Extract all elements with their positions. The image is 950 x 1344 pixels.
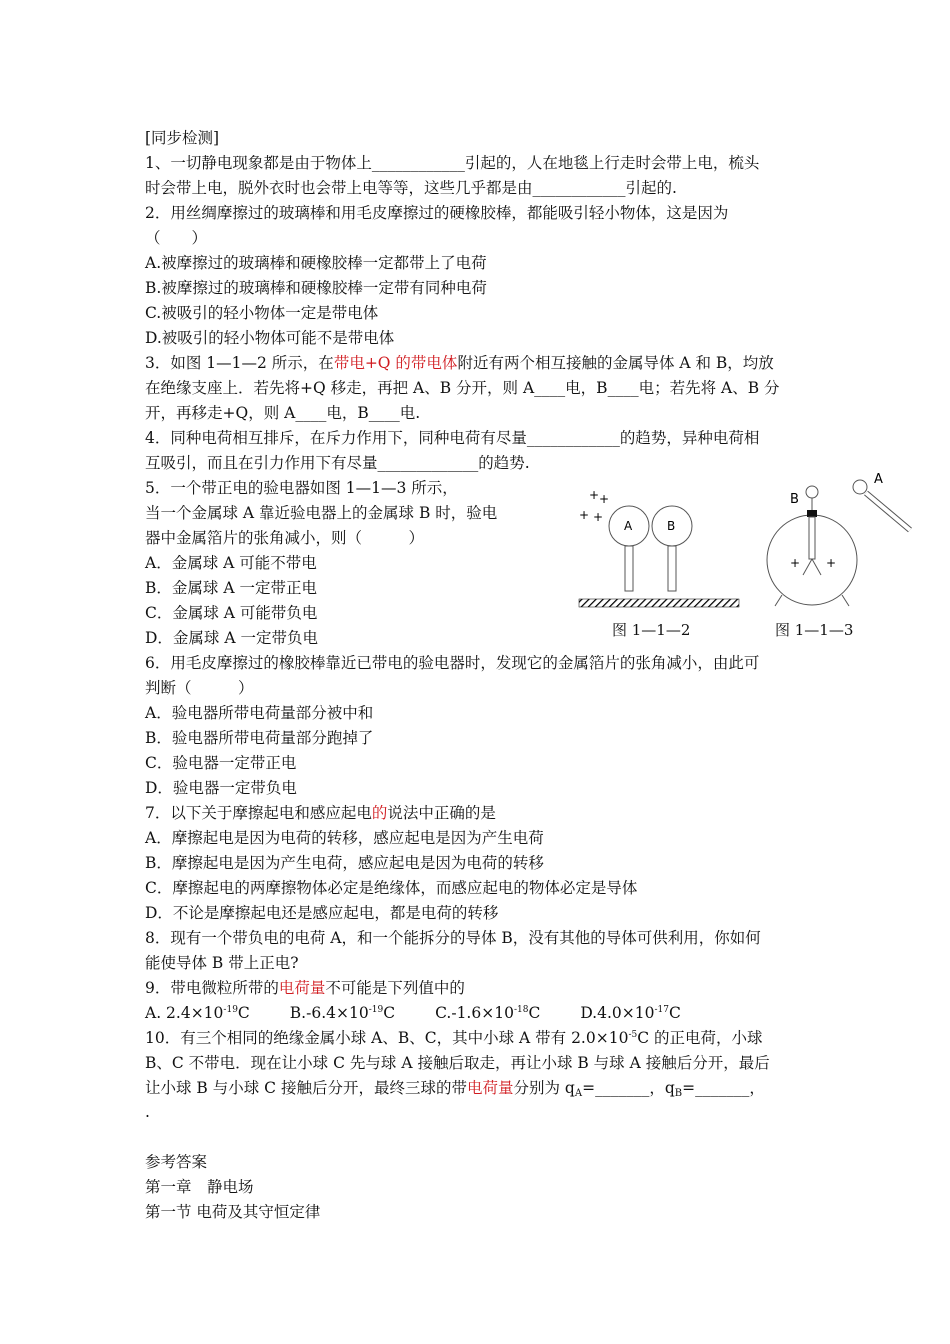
- label-a: A: [624, 519, 633, 533]
- plus-sign: +: [826, 556, 837, 570]
- q3-line3: 开，再移走+Q，则 A____电，B____电.: [145, 404, 421, 422]
- q9-highlight: 电荷量: [278, 979, 326, 997]
- answers-section: 第一节 电荷及其守恒定律: [145, 1203, 321, 1221]
- figure-1-1-3-caption: 图 1—1—3: [775, 621, 854, 639]
- leg-right: [842, 595, 849, 606]
- q6-option-b: B．验电器所带电荷量部分跑掉了: [145, 729, 374, 747]
- q7-line1: [145, 803, 496, 823]
- q10-line4: .: [145, 1103, 150, 1121]
- q3-prefix: 3．如图 1—1—2 所示，在: [145, 354, 334, 372]
- q7-option-d: D．不论是摩擦起电还是感应起电，都是电荷的转移: [145, 904, 499, 922]
- q3-highlight: 带电+Q 的带电体: [333, 354, 458, 372]
- answers-title: 参考答案: [145, 1153, 208, 1171]
- leg-left: [775, 595, 782, 606]
- q9-prefix: 9．带电微粒所带的: [145, 979, 279, 997]
- stand-a: [625, 546, 633, 591]
- q10-highlight: 电荷量: [466, 1079, 514, 1097]
- figure-1-1-2-caption: 图 1—1—2: [612, 621, 691, 639]
- q3-line1: [145, 353, 774, 373]
- plus-sign: +: [593, 510, 604, 524]
- stand-b: [668, 546, 676, 591]
- q2-option-b: B.被摩擦过的玻璃棒和硬橡胶棒一定带有同种电荷: [145, 279, 487, 297]
- answers-chapter: 第一章 静电场: [145, 1178, 254, 1196]
- plus-sign: +: [599, 492, 610, 506]
- q9-option-d: $D.4.0\times 10^{-17}C$: [580, 1004, 681, 1022]
- q9-suffix: 不可能是下列值中的: [325, 979, 465, 997]
- plus-sign: +: [589, 488, 600, 502]
- q7-option-c: C．摩擦起电的两摩擦物体必定是绝缘体，而感应起电的物体必定是导体: [145, 879, 638, 897]
- q9-line1: [145, 978, 465, 998]
- q9-options: [145, 1003, 681, 1023]
- q6-option-a: A．验电器所带电荷量部分被中和: [145, 704, 374, 722]
- q6-option-d: D．验电器一定带负电: [145, 779, 297, 797]
- q2-line1: 2．用丝绸摩擦过的玻璃棒和用毛皮摩擦过的硬橡胶棒，都能吸引轻小物体，这是因为: [145, 204, 729, 222]
- metal-rod: [809, 517, 815, 559]
- q7-highlight: 的: [371, 804, 388, 822]
- q10-line3: 让小球 B 与小球 C 接触后分开，最终三球的带电荷量分别为 $q_A=\_\_\_\_\_\_\_$，$q_B=\_\_\_\_\_\_\_$，: [145, 1079, 765, 1099]
- q4-line2: 互吸引，而且在引力作用下有尽量_____________的趋势.: [145, 454, 530, 472]
- plus-sign: +: [790, 556, 801, 570]
- q2-bracket: （ ）: [145, 229, 208, 247]
- q5-option-d: D．金属球 A 一定带负电: [145, 629, 318, 647]
- q9-option-b: $B.-6.4\times 10^{-19}C$: [289, 1004, 396, 1022]
- q1-line1: 1、一切静电现象都是由于物体上____________引起的，人在地毯上行走时会带上电，梳头: [145, 154, 760, 172]
- label-b: B: [667, 519, 676, 533]
- q5-option-a: A．金属球 A 可能不带电: [145, 554, 317, 572]
- q7-option-b: B．摩擦起电是因为产生电荷，感应起电是因为电荷的转移: [145, 854, 544, 872]
- q3-suffix: 附近有两个相互接触的金属导体 A 和 B，均放: [457, 354, 774, 372]
- q5-option-c: C．金属球 A 可能带负电: [145, 604, 318, 622]
- ground-base: [579, 599, 739, 607]
- q10-line1: 10．有三个相同的绝缘金属小球 A、B、C，其中小球 A 带有 $2.0\times 10^{-5}C$ 的正电荷，小球: [145, 1029, 763, 1047]
- q2-option-c: C.被吸引的轻小物体一定是带电体: [145, 304, 379, 322]
- q8-line1: 8．现有一个带负电的电荷 A，和一个能拆分的导体 B，没有其他的导体可供利用，你如何: [145, 929, 761, 947]
- plus-charge-cluster: [579, 488, 609, 524]
- q6-line2: 判断（ ）: [145, 679, 254, 697]
- q6-option-c: C．验电器一定带正电: [145, 754, 297, 772]
- q7-suffix: 说法中正确的是: [387, 804, 496, 822]
- q7-prefix: 7．以下关于摩擦起电和感应起电: [145, 804, 372, 822]
- q3-line2: 在绝缘支座上．若先将+Q 移走，再把 A、B 分开，则 A____电，B____电；若先将 A、B 分: [145, 379, 780, 397]
- q5-line2: 当一个金属球 A 靠近验电器上的金属球 B 时，验电: [145, 504, 498, 522]
- q5-line1: 5．一个带正电的验电器如图 1—1—3 所示，: [145, 479, 458, 497]
- q6-line1: 6．用毛皮摩擦过的橡胶棒靠近已带电的验电器时，发现它的金属箔片的张角减小，由此可: [145, 654, 760, 672]
- label-a: A: [874, 472, 883, 487]
- q5-line3: 器中金属箔片的张角减小，则（ ）: [145, 529, 425, 547]
- metal-ball-b: [806, 486, 818, 498]
- q10-line2: B、C 不带电．现在让小球 C 先与球 A 接触后取走，再让小球 B 与球 A 接触后分开，最后: [145, 1054, 770, 1072]
- section-title: [同步检测]: [145, 129, 220, 147]
- q2-option-d: D.被吸引的轻小物体可能不是带电体: [145, 329, 395, 347]
- q4-line1: 4．同种电荷相互排斥，在斥力作用下，同种电荷有尽量____________的趋势，异种电荷相: [145, 429, 760, 447]
- metal-ball-a: [853, 480, 867, 494]
- plus-sign: +: [579, 508, 590, 522]
- figure-1-1-3: [760, 465, 920, 610]
- figure-1-1-2: [575, 485, 745, 615]
- q2-option-a: A.被摩擦过的玻璃棒和硬橡胶棒一定都带上了电荷: [145, 254, 487, 272]
- q5-option-b: B．金属球 A 一定带正电: [145, 579, 317, 597]
- q1-line2: 时会带上电，脱外衣时也会带上电等等，这些几乎都是由____________引起的.: [145, 179, 677, 197]
- label-b: B: [790, 492, 799, 507]
- insulating-plug: [807, 510, 817, 517]
- q8-line2: 能使导体 B 带上正电?: [145, 954, 299, 972]
- q9-option-a: A. $2.4\times 10^{-19}C$: [145, 1004, 250, 1022]
- q9-option-c: $C.-1.6\times 10^{-18}C$: [435, 1004, 541, 1022]
- q7-option-a: A．摩擦起电是因为电荷的转移，感应起电是因为产生电荷: [145, 829, 544, 847]
